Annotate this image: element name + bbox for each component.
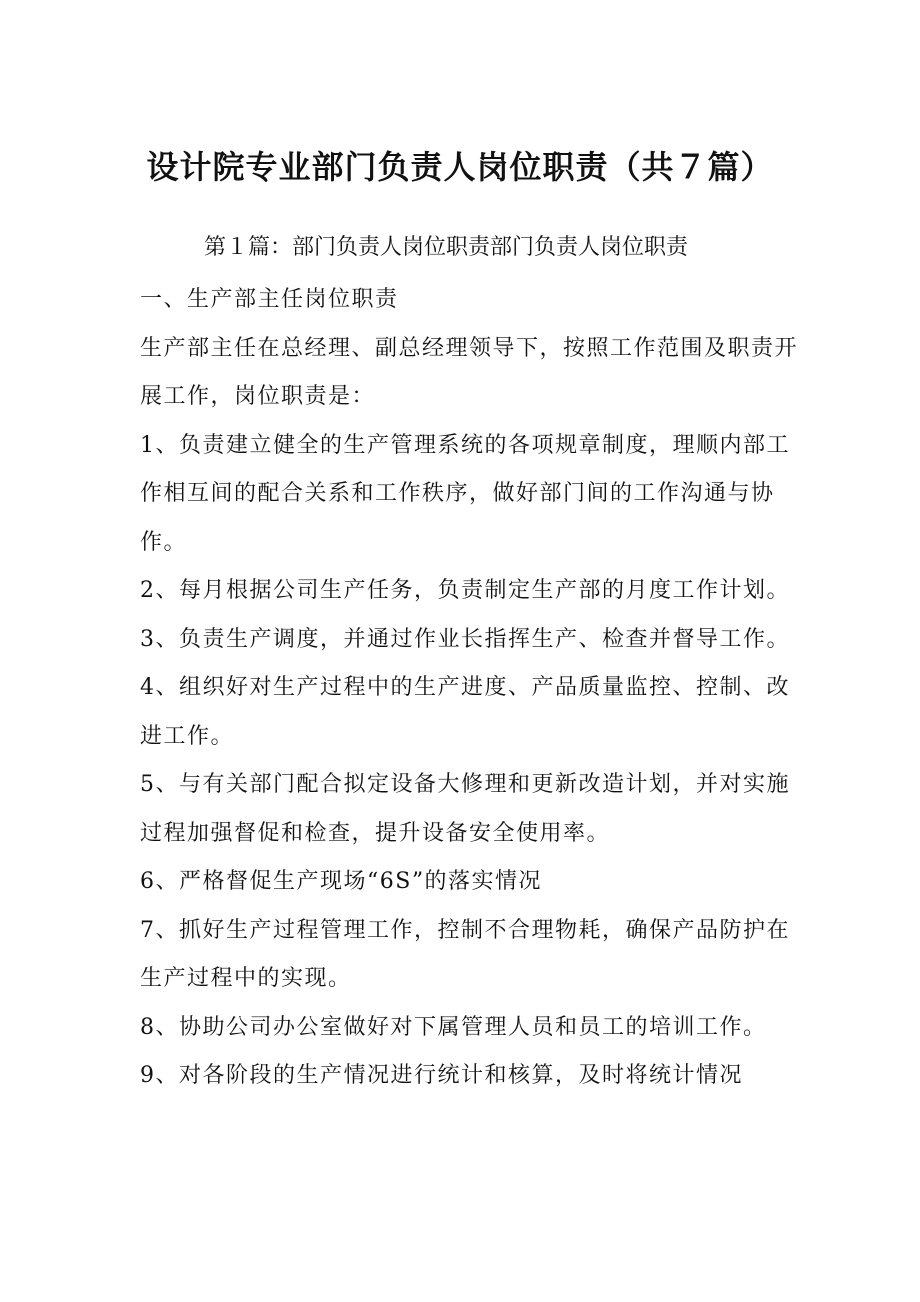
- intro-paragraph: 生产部主任在总经理、副总经理领导下，按照工作范围及职责开展工作，岗位职责是：: [140, 335, 799, 409]
- document-title: 设计院专业部门负责人岗位职责（共７篇）: [146, 148, 774, 186]
- list-item: 1、负责建立健全的生产管理系统的各项规章制度，理顺内部工作相互间的配合关系和工作秩序，做好部门间的工作沟通与协作。: [140, 432, 790, 555]
- document-body: [140, 276, 800, 1101]
- section-heading: 一、生产部主任岗位职责: [140, 287, 399, 312]
- list-item: 8、协助公司办公室做好对下属管理人员和员工的培训工作。: [140, 1014, 767, 1040]
- list-item: 6、严格督促生产现场“6S”的落实情况: [140, 869, 543, 894]
- list-item: 2、每月根据公司生产任务，负责制定生产部的月度工作计划。: [140, 578, 790, 603]
- list-item: 7、抓好生产过程管理工作，控制不合理物耗，确保产品防护在生产过程中的实现。: [140, 917, 790, 991]
- list-item: 3、负责生产调度，并通过作业长指挥生产、检查并督导工作。: [140, 626, 790, 652]
- list-item: 5、与有关部门配合拟定设备大修理和更新改造计划，并对实施过程加强督促和检查，提升设备安全使用率。: [140, 772, 790, 846]
- list-item: 9、对各阶段的生产情况进行统计和核算，及时将统计情况: [140, 1063, 743, 1088]
- list-item: 4、组织好对生产过程中的生产进度、产品质量监控、控制、改进工作。: [140, 675, 790, 749]
- document-subtitle: 第１篇：部门负责人岗位职责部门负责人岗位职责: [204, 235, 689, 260]
